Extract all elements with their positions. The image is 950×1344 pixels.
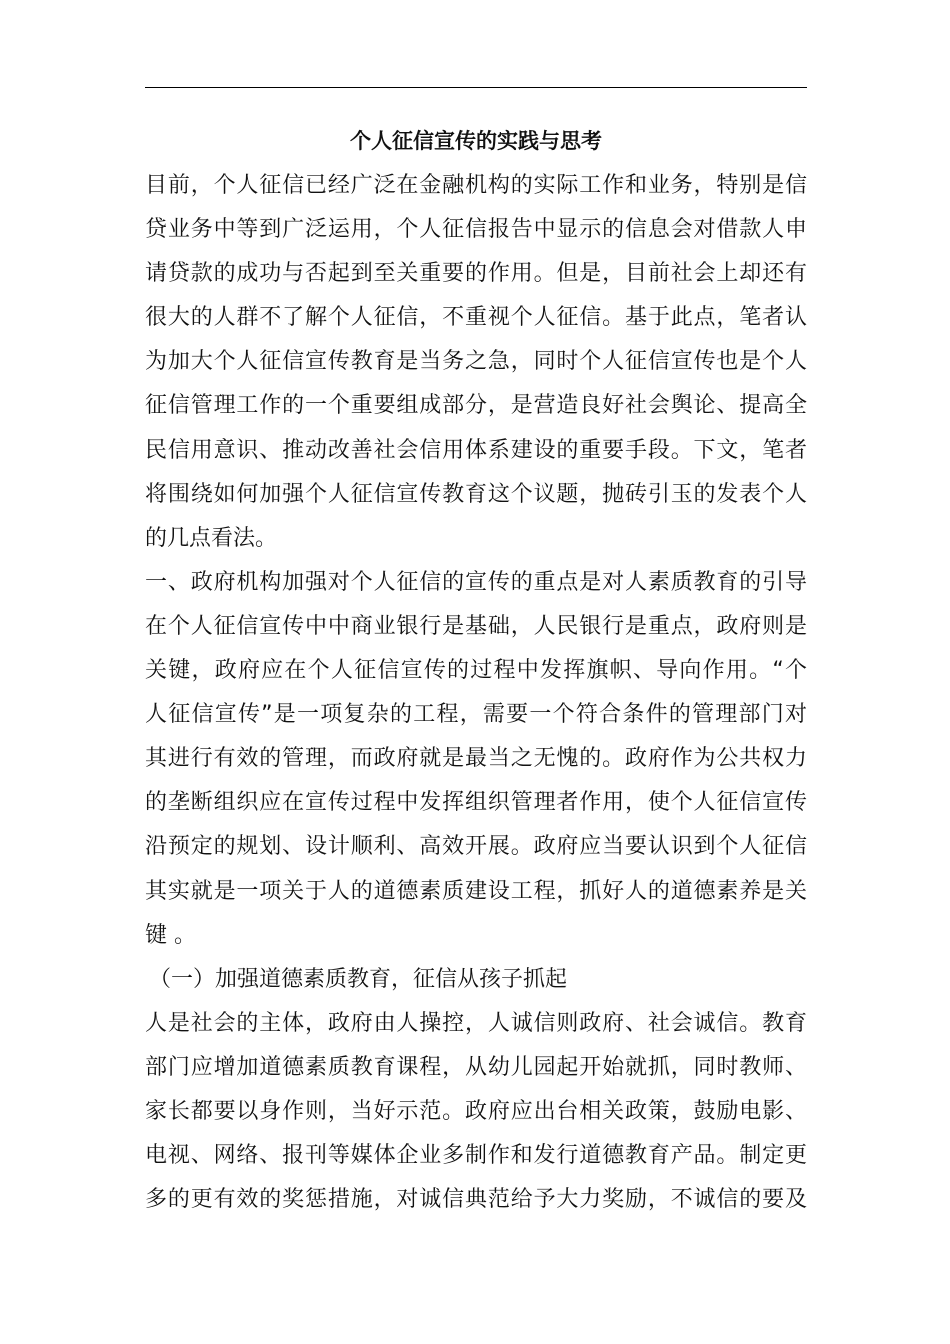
text-line: 部门应增加道德素质教育课程，从幼儿园起开始就抓，同时教师、 <box>145 1054 807 1080</box>
text-line: 为加大个人征信宣传教育是当务之急，同时个人征信宣传也是个人 <box>145 349 807 375</box>
text-line: 其实就是一项关于人的道德素质建设工程，抓好人的道德素养是关 <box>145 878 807 904</box>
text-line: 请贷款的成功与否起到至关重要的作用。但是，目前社会上却还有 <box>145 261 807 287</box>
text-line: 很大的人群不了解个人征信，不重视个人征信。基于此点，笔者认 <box>145 305 807 331</box>
text-line: 沿预定的规划、设计顺利、高效开展。政府应当要认识到个人征信 <box>145 834 807 860</box>
text-line: 将围绕如何加强个人征信宣传教育这个议题，抛砖引玉的发表个人 <box>145 481 807 507</box>
text-line: 目前，个人征信已经广泛在金融机构的实际工作和业务，特别是信 <box>145 173 807 198</box>
text-line: 民信用意识、推动改善社会信用体系建设的重要手段。下文，笔者 <box>145 437 807 463</box>
text-line: 贷业务中等到广泛运用，个人征信报告中显示的信息会对借款人申 <box>145 217 807 243</box>
text-line: 其进行有效的管理，而政府就是最当之无愧的。政府作为公共权力 <box>145 746 807 772</box>
text-line: 在个人征信宣传中中商业银行是基础，人民银行是重点，政府则是 <box>145 613 807 639</box>
section-heading: 一、政府机构加强对个人征信的宣传的重点是对人素质教育的引导 <box>145 569 807 595</box>
text-line: 人是社会的主体，政府由人操控，人诚信则政府、社会诚信。教育 <box>145 1010 807 1036</box>
text-line: 征信管理工作的一个重要组成部分，是营造良好社会舆论、提高全 <box>145 393 807 419</box>
document-body <box>145 164 807 1222</box>
text-line: 多的更有效的奖惩措施，对诚信典范给予大力奖励，不诚信的要及 <box>145 1187 807 1213</box>
text-line: 的几点看法。 <box>145 525 278 551</box>
text-line: 键 。 <box>145 922 196 948</box>
subsection-heading: （一）加强道德素质教育，征信从孩子抓起 <box>149 966 568 992</box>
text-line: 家长都要以身作则，当好示范。政府应出台相关政策，鼓励电影、 <box>145 1098 807 1124</box>
document-title: 个人征信宣传的实践与思考 <box>350 129 602 153</box>
text-line: 人征信宣传”是一项复杂的工程，需要一个符合条件的管理部门对 <box>145 702 807 728</box>
header-rule <box>145 87 807 88</box>
text-line: 电视、网络、报刊等媒体企业多制作和发行道德教育产品。制定更 <box>145 1143 807 1169</box>
text-line: 的垄断组织应在宣传过程中发挥组织管理者作用，使个人征信宣传 <box>145 790 807 816</box>
text-line: 关键，政府应在个人征信宣传的过程中发挥旗帜、导向作用。“个 <box>145 658 807 684</box>
